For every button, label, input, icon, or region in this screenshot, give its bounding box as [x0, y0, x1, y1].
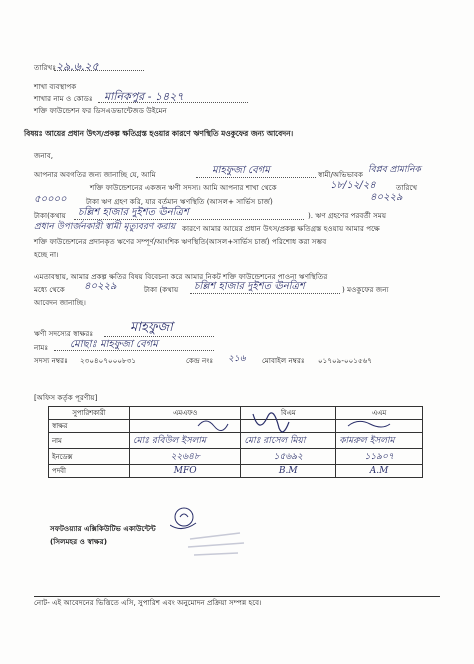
bm-signature-icon: [253, 413, 289, 432]
index-cell: ১১৯০৭: [336, 449, 423, 465]
body-text: আপনার অবগতির জন্য জানাচ্ছি যে, আমি: [34, 170, 156, 179]
accountant-seal-label: (সিলমহর ও স্বাক্ষর): [50, 537, 107, 546]
note-divider: [34, 596, 440, 597]
waive-words-line: [190, 293, 340, 294]
addressee-title: শাখা ব্যবস্থাপক: [34, 82, 77, 91]
name-cell: মোঃ রাসেল মিয়া: [241, 433, 336, 449]
branch-value: মানিকপুর - ১৪২৭: [104, 90, 184, 103]
date-label: তারিখঃ: [34, 63, 57, 72]
mobile-label: মোবাইল নম্বরঃ: [262, 356, 305, 365]
row-label: নাম: [49, 433, 130, 449]
member-id: ২৩০৪০৭০০০৮৩১: [80, 356, 137, 365]
body-text: কারণে আমার আয়ের প্রধান উৎস/প্রকল্প ক্ষতিগ্রস্ত হওয়ায় আমার পক্ষে: [182, 224, 380, 233]
table-signatures: [48, 406, 423, 471]
body-text: ). ঋণ গ্রহণের পরবর্তী সময়: [308, 211, 387, 220]
member-signature-label: ঋণী সদস্যের স্বাক্ষরঃ: [34, 329, 94, 338]
body-text: শক্তি ফাউন্ডেশনের একজন ঋণী সদস্য। আমি আপনার শাখা থেকে: [90, 183, 277, 192]
table-header: সুপারিশকারী: [49, 407, 130, 420]
row-label: স্বাক্ষর: [49, 420, 130, 433]
name-cell: মোঃ রবিউল ইসলাম: [130, 433, 241, 449]
designation-cell: B.M: [241, 465, 336, 478]
balance-hw: ৪০২২৯: [370, 192, 403, 203]
office-use-label: [অফিস কর্তৃক পূরণীয়]: [34, 393, 98, 402]
waive-words-hw: চল্লিশ হাজার দুইশত ঊনত্রিশ: [194, 281, 305, 292]
mfo-signature-icon: [198, 421, 228, 431]
designation-cell: A.M: [336, 465, 423, 478]
body-text: তারিখে: [396, 183, 418, 192]
member-id-label: সদস্য নম্বরঃ: [34, 356, 68, 365]
body-text: টাকা (কথায়: [144, 285, 179, 294]
member-name-line: [54, 350, 214, 351]
mobile-number: ০১৭০৯-০০১৫৬৭: [318, 356, 372, 365]
office-seal: [170, 503, 260, 565]
seal-circle-icon: [175, 508, 193, 526]
designation-cell: MFO: [130, 465, 241, 478]
body-text: হচ্ছে না।: [34, 250, 59, 259]
accountant-title: সফটওয়্যার এক্সিকিউটিভ একাউন্টেন্ট: [50, 524, 156, 533]
body-text: এমতাবস্থায়, আমার প্রকল্প ক্ষতির বিষয় বিবেচনা করে আমার নিকট শক্তি ফাউন্ডেশনের পাওনা ঋণস্থিতির: [34, 272, 328, 281]
salutation: জনাব,: [34, 151, 54, 160]
table-header: বিএম: [241, 407, 336, 420]
body-text: ) মওকুফের জন্য: [342, 285, 389, 294]
member-name: মোছাঃ মাহফুজা বেগম: [70, 339, 158, 350]
name-cell: কামরুল ইসলাম: [336, 433, 423, 449]
index-cell: ২২৬৪৮: [130, 449, 241, 465]
body-text: মধ্যে থেকে: [34, 285, 65, 294]
center-label: কেন্দ্র নংঃ: [186, 356, 214, 365]
guardian-hw: বিপ্লব প্রামানিক: [368, 165, 421, 175]
balance-words-hw: চল্লিশ হাজার দুইশত ঊনত্রিশ: [78, 207, 189, 218]
table-header: এএম: [336, 407, 423, 420]
name-line: [196, 177, 316, 178]
date-line: [54, 70, 144, 71]
body-text: টাকা ঋণ গ্রহণ করি, যার বর্তমান ঋণস্থিতি (আসল+ সার্ভিস চার্জ): [86, 197, 273, 206]
row-label: ইনডেক্স: [49, 449, 130, 465]
row-label: পদবী: [49, 465, 130, 478]
body-text: শক্তি ফাউন্ডেশনের প্রদানকৃত ঋণের সম্পূর্ণ/আংশিক ঋণস্থিতি(আসল+সার্ভিস চার্জ) পরিশোধ করা সম্ভব: [34, 237, 327, 246]
body-text: আবেদন জানাচ্ছি।: [34, 298, 86, 307]
faint-stamp-icon: [188, 533, 244, 555]
loan-date-hw: ১৮/১২/২৪: [330, 180, 376, 191]
date-value: ২৯.৬.২৫: [56, 60, 99, 73]
reason-hw: প্রধান উপার্জনকারী স্বামী মৃত্যুবরণ করায়: [34, 222, 176, 232]
org-name: শক্তি ফাউন্ডেশন ফর ডিসএডভান্টেজড উইমেন: [34, 106, 167, 115]
am-signature-icon: [348, 421, 390, 427]
body-text: স্বামী/অভিভাবক: [318, 170, 364, 179]
branch-label: শাখার নাম ও কোডঃ: [34, 94, 93, 103]
branch-line: [98, 102, 248, 103]
body-text: টাকা(কথায়: [34, 211, 66, 220]
loan-amount-hw: ৫০০০০: [34, 194, 67, 205]
center-number: ২১৬: [228, 354, 246, 364]
subject: বিষয়ঃ আয়ের প্রধান উৎস/প্রকল্প ক্ষতিগ্রস্ত হওয়ার কারণে ঋণস্থিতি মওকুফের জন্য আবেদন।: [24, 129, 294, 138]
member-name-hw: মাহফুজা বেগম: [212, 165, 270, 176]
member-signature: মাহফুজা: [130, 320, 173, 335]
index-cell: ১৫৬৯২: [241, 449, 336, 465]
note: নোট- এই আবেদনের ভিত্তিতে এসি, সুপারিশ এবং অনুমোদন প্রক্রিয়া সম্পন্ন হবে।: [34, 598, 262, 607]
waive-amount-hw: ৪০২২৯: [84, 281, 117, 292]
table-header: এমএফও: [130, 407, 241, 420]
member-name-label: নামঃ: [34, 343, 49, 352]
